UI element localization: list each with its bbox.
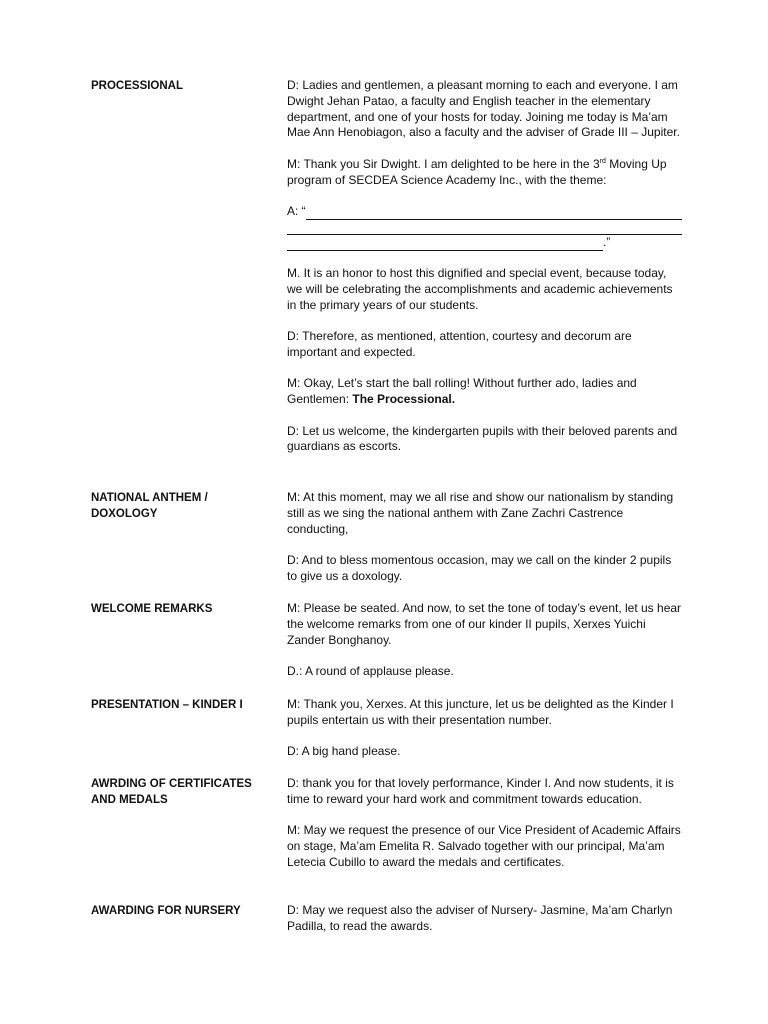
script-line: D.: A round of applause please. [287, 663, 454, 678]
script-line: M: Thank you Sir Dwight. I am delighted to be here in the 3rd Moving Up program of SECDEA Science Academy Inc., with the theme: [287, 156, 667, 187]
script-line: M: Okay, Let’s start the ball rolling! Without further ado, ladies and Gentlemen: The Processional. [287, 376, 637, 407]
script-line: M. It is an honor to host this dignified and special event, because today, we will be celebrating the accomplishments and academic achievements in the primary years of our students. [287, 266, 673, 312]
section-content [287, 776, 682, 871]
section-content [287, 601, 682, 680]
script-line: M: At this moment, may we all rise and show our nationalism by standing still as we sing the national anthem with Zane Zachri Castrence conducting, [287, 490, 674, 536]
script-line: M: May we request the presence of our Vice President of Academic Affairs on stage, Ma’am Emelita R. Salvado together with our principal, Ma’am Letecia Cubillo to award the medals and certificates. [287, 823, 681, 869]
script-line: D: thank you for that lovely performance, Kinder I. And now students, it is time to reward your hard work and commitment towards education. [287, 776, 674, 806]
section-content [287, 78, 682, 455]
section-label: NATIONAL ANTHEM / DOXOLOGY [91, 492, 208, 520]
script-line: M: Please be seated. And now, to set the tone of today’s event, let us hear the welcome remarks from one of our kinder II pupils, Xerxes Yuichi Zander Bonghanoy. [287, 601, 682, 647]
section-content [287, 903, 682, 935]
theme-blank: A: “ .” [287, 204, 682, 251]
blank-line [306, 208, 682, 220]
script-line: D: A big hand please. [287, 744, 401, 759]
section-label: AWARDING FOR NURSERY [91, 905, 241, 917]
section-content [287, 490, 682, 585]
script-line: D: Therefore, as mentioned, attention, courtesy and decorum are important and expected. [287, 329, 632, 359]
section-label: PROCESSIONAL [91, 80, 184, 92]
script-line: D: May we request also the adviser of Nursery- Jasmine, Ma’am Charlyn Padilla, to read the awards. [287, 903, 673, 933]
blank-line [287, 220, 682, 235]
script-line: D: Ladies and gentlemen, a pleasant morning to each and everyone. I am Dwight Jehan Patao, a faculty and English teacher in the elementary department, and one of your hosts for today. Joining me today is Ma’am Mae Ann Henobiagon, also a faculty and the adviser of Grade III – Jupiter. [287, 78, 680, 140]
section-label: AWRDING OF CERTIFICATES AND MEDALS [91, 778, 252, 806]
blank-line [287, 236, 603, 251]
section-content [287, 697, 682, 760]
script-line: D: And to bless momentous occasion, may we call on the kinder 2 pupils to give us a doxology. [287, 552, 672, 583]
section-label: PRESENTATION – KINDER I [91, 699, 243, 711]
script-line: D: Let us welcome, the kindergarten pupils with their beloved parents and guardians as escorts. [287, 423, 678, 454]
section-label: WELCOME REMARKS [91, 603, 213, 615]
script-line: M: Thank you, Xerxes. At this juncture, let us be delighted as the Kinder I pupils entertain us with their presentation number. [287, 697, 674, 727]
